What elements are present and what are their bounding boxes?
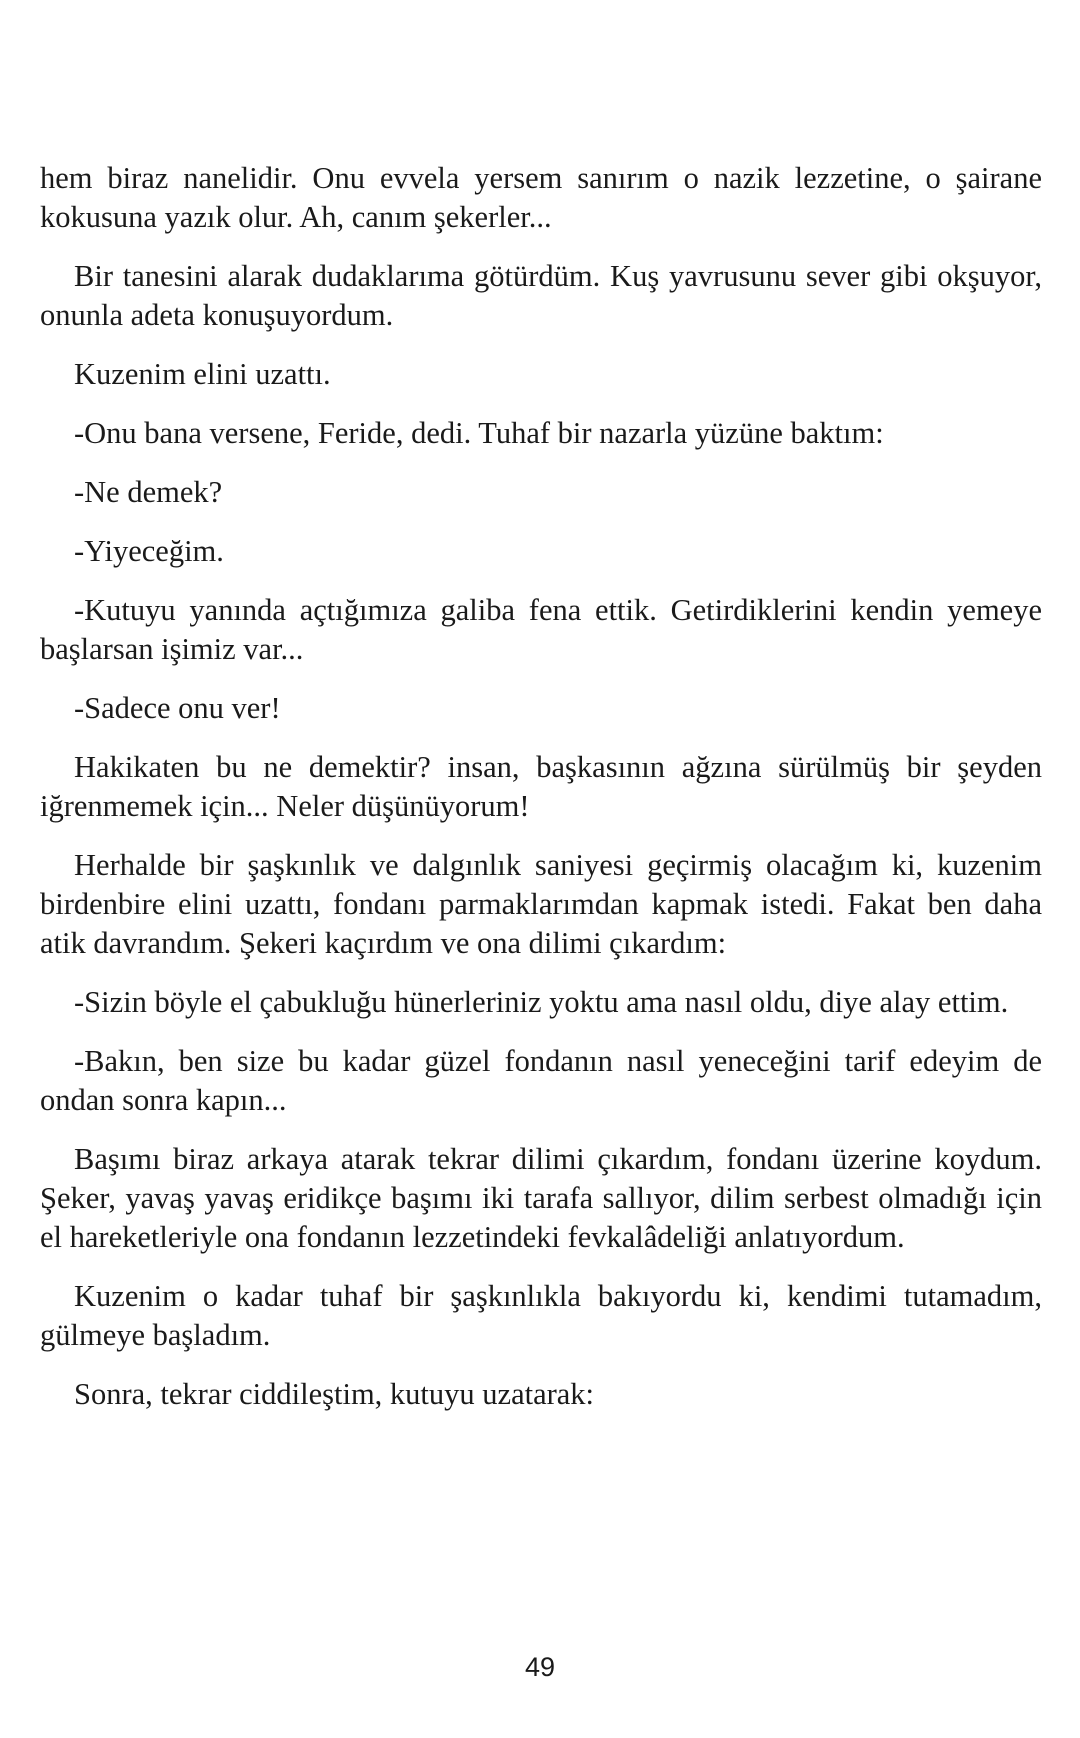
paragraph: -Bakın, ben size bu kadar güzel fondanın nasıl yeneceğini tarif edeyim de ondan sonra kapın... (40, 1044, 1042, 1117)
page-number: 49 (524, 1652, 556, 1682)
paragraph: Hakikaten bu ne demektir? insan, başkasının ağzına sürülmüş bir şeyden iğrenmemek için... Neler düşünüyorum! (40, 750, 1042, 823)
paragraph: Bir tanesini alarak dudaklarıma götürdüm. Kuş yavrusunu sever gibi okşuyor, onunla adeta konuşuyordum. (40, 259, 1042, 332)
paragraph: -Sadece onu ver! (74, 691, 281, 725)
paragraph: hem biraz nanelidir. Onu evvela yersem sanırım o nazik lezzetine, o şairane kokusuna yazık olur. Ah, canım şekerler... (40, 161, 1042, 234)
paragraph: -Yiyeceğim. (74, 534, 224, 568)
paragraph: Kuzenim elini uzattı. (74, 357, 331, 391)
paragraph: -Sizin böyle el çabukluğu hünerleriniz yoktu ama nasıl oldu, diye alay ettim. (74, 985, 1009, 1019)
paragraph: Herhalde bir şaşkınlık ve dalgınlık saniyesi geçirmiş olacağım ki, kuzenim birdenbire elini uzattı, fondanı parmaklarımdan kapmak istedi. Fakat ben daha atik davrandım. Şekeri kaçırdım ve ona dilimi çıkardım: (40, 848, 1042, 960)
paragraph: Başımı biraz arkaya atarak tekrar dilimi çıkardım, fondanı üzerine koydum. Şeker, yavaş yavaş eridikçe başımı iki tarafa sallıyor, dilim serbest olmadığı için el hareketleriyle ona fondanın lezzetindeki fevkalâdeliği anlatıyordum. (40, 1142, 1042, 1254)
paragraph: -Onu bana versene, Feride, dedi. Tuhaf bir nazarla yüzüne baktım: (74, 416, 884, 450)
paragraph: -Kutuyu yanında açtığımıza galiba fena ettik. Getirdiklerini kendin yemeye başlarsan işimiz var... (40, 593, 1042, 666)
page-body (40, 159, 1042, 1434)
paragraph: Sonra, tekrar ciddileştim, kutuyu uzatarak: (74, 1377, 595, 1411)
paragraph: Kuzenim o kadar tuhaf bir şaşkınlıkla bakıyordu ki, kendimi tutamadım, gülmeye başladım. (40, 1279, 1042, 1352)
paragraph: -Ne demek? (74, 475, 223, 509)
